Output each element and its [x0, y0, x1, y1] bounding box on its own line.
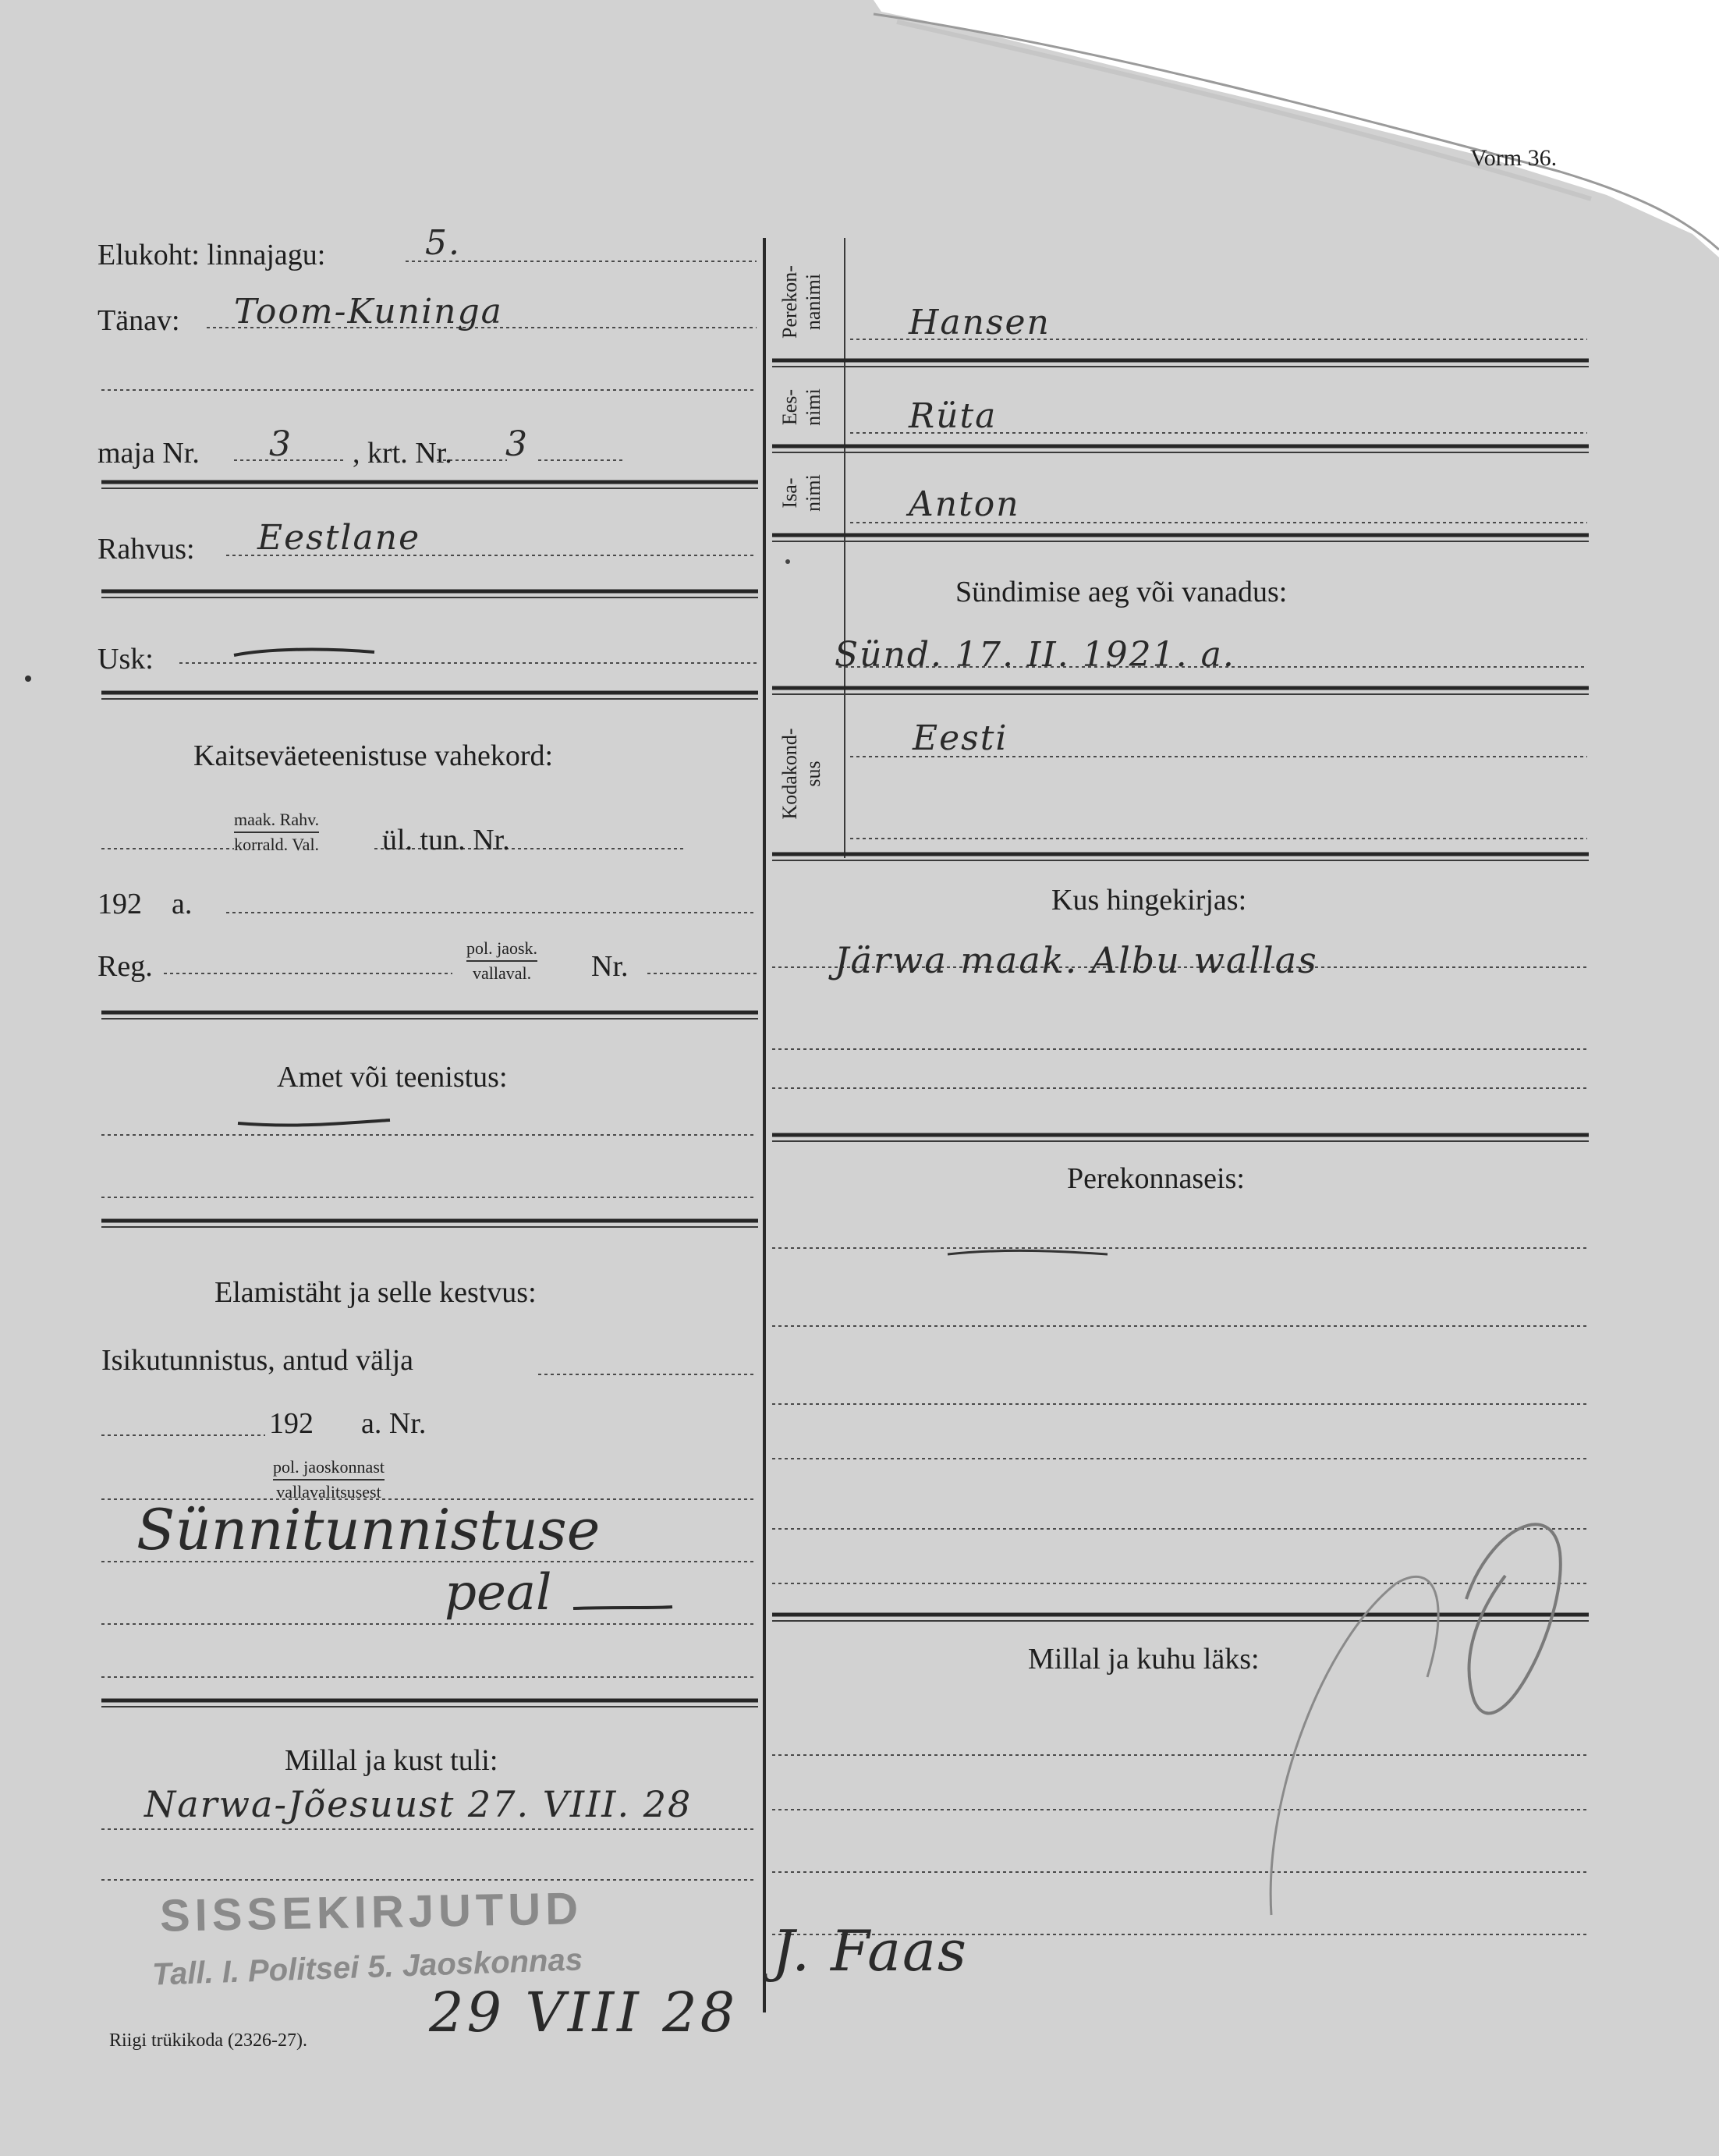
street-value: Toom-Kuninga [234, 292, 503, 332]
firstname-label-text: Ees- nimi [778, 388, 824, 426]
residence-label: Elukoht: linnajagu: [97, 239, 326, 271]
apartment-value: 3 [505, 424, 529, 464]
citizenship-value: Eesti [913, 718, 1008, 758]
fathername-value: Anton [909, 484, 1020, 524]
marital-heading: Perekonnaseis: [1067, 1162, 1245, 1195]
occupation-heading: Amet või teenistus: [277, 1061, 508, 1094]
fathername-label [778, 458, 828, 528]
form-number: Vorm 36. [1470, 145, 1558, 171]
apartment-label: , krt. Nr. [353, 437, 452, 470]
reg-frac-den: vallaval. [472, 963, 532, 983]
religion-label: Usk: [97, 643, 154, 676]
printer-note: Riigi trükikoda (2326-27). [109, 2030, 307, 2051]
id-nr-label: a. Nr. [361, 1407, 427, 1440]
id-year-label: 192 [269, 1407, 314, 1440]
surname-value: Hansen [909, 303, 1051, 342]
stamp-title: SISSEKIRJUTUD [159, 1883, 583, 1941]
birth-value: Sünd. 17. II. 1921. a. [835, 635, 1235, 675]
id-note-line1: Sünnitunnistuse [136, 1497, 601, 1562]
residence-permit-heading: Elamistäht ja selle kestvus: [214, 1276, 537, 1309]
reg-fraction [466, 940, 537, 982]
stamp-signature: J. Faas [772, 1918, 968, 1984]
id-issued-label: Isikutunnistus, antud välja [101, 1344, 414, 1377]
id-fraction [273, 1459, 385, 1501]
year-label: 192 a. [97, 888, 193, 920]
departure-heading: Millal ja kuhu läks: [1028, 1643, 1260, 1676]
reg-frac-num: pol. jaosk. [466, 940, 537, 962]
nationality-label: Rahvus: [97, 533, 195, 566]
military-fraction [234, 811, 319, 853]
citizenship-label [778, 715, 828, 832]
firstname-label [778, 372, 828, 442]
district-value: 5. [425, 223, 461, 263]
arrival-heading: Millal ja kust tuli: [285, 1744, 498, 1777]
military-suffix: ül. tun. Nr. [382, 824, 510, 856]
military-frac-num: maak. Rahv. [234, 811, 319, 833]
military-heading: Kaitseväeteenistuse vahekord: [193, 739, 554, 772]
id-frac-den: vallavalitsusest [276, 1482, 381, 1502]
birth-heading: Sündimise aeg või vanadus: [955, 576, 1288, 608]
military-frac-den: korrald. Val. [234, 835, 320, 854]
reg-nr-label: Nr. [591, 950, 629, 983]
stamp-date: 29 VIII 28 [429, 1980, 739, 2044]
id-frac-num: pol. jaoskonnast [273, 1459, 385, 1480]
reg-label: Reg. [97, 950, 153, 983]
stamp-office: Tall. I. Politsei 5. Jaoskonnas [151, 1942, 583, 1992]
surname-label [778, 243, 828, 360]
registry-value: Järwa maak. Albu wallas [835, 939, 1318, 981]
id-note-line2: peal [445, 1564, 552, 1622]
fathername-label-text: Isa- nimi [778, 474, 824, 512]
firstname-value: Rüta [909, 396, 998, 436]
house-value: 3 [269, 424, 292, 464]
house-label: maja Nr. [97, 437, 200, 470]
arrival-value: Narwa-Jõesuust 27. VIII. 28 [144, 1783, 693, 1825]
registry-heading: Kus hingekirjas: [1051, 884, 1247, 917]
surname-label-text: Perekon- nanimi [778, 265, 824, 339]
street-label: Tänav: [97, 304, 180, 337]
nationality-value: Eestlane [257, 518, 421, 558]
citizenship-label-text: Kodakond- sus [778, 728, 824, 820]
